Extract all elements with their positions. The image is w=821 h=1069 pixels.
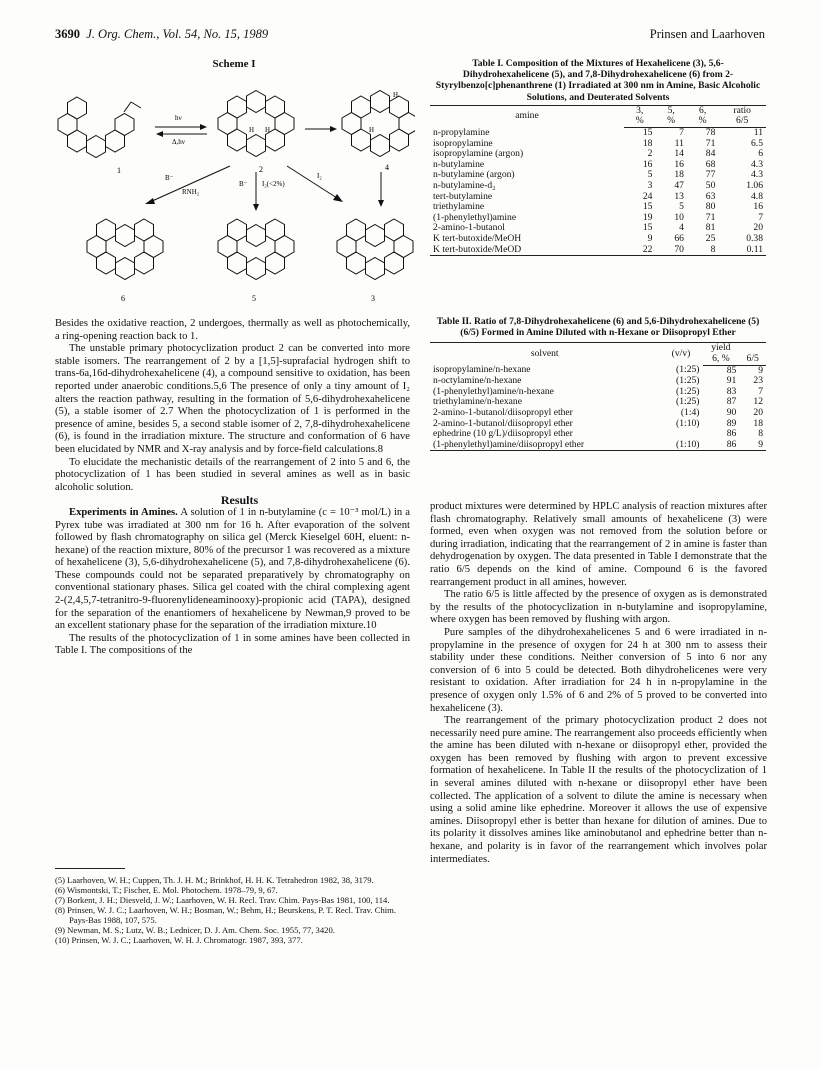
table-cell: isopropylamine [433, 137, 493, 149]
table-cell: 83 [726, 385, 737, 397]
table-cell: (1:25) [676, 385, 700, 397]
table-cell: 4 [679, 222, 684, 234]
table-cell: 9 [739, 440, 766, 451]
table-cell: n-propylamine [433, 126, 490, 138]
table-cell: 15 [642, 127, 653, 138]
section-title-results: Results [220, 493, 259, 508]
table-cell: 91 [726, 375, 737, 387]
structure-3 [337, 219, 413, 280]
table-cell: 81 [705, 222, 716, 234]
paragraph: The rearrangement of the primary photocyclization product 2 does not necessarily need pure amine. The rearrangement also proceeds efficiently when the amine has been diluted with n-hexane or diisopropyl ether, provided the oxygen has been removed by flushing with argon to prevent excessive formation of hexahelicene. In Table II the results of the photocyclization of 1 in several amines diluted with n-hexane or diisopropyl ether have been collected. The application of a solvent to dilute the amine is necessary when using a solid amine like ephedrine. Moreover it allows the use of expensive amines. Diisopropyl ether is better than hexane for dilution of amines. Due to its polarity it dissolves amines like aminobutanol and ephedrine better than n-hexane, and polarity is in favor of the rearrangement which involves polar intermediates. [430, 715, 767, 865]
table-cell: 20 [753, 222, 763, 234]
table-cell: isopropylamine (argon) [433, 148, 524, 160]
table-cell: 4.8 [751, 190, 763, 202]
paragraph: To elucidate the mechanistic details of the rearrangement of 2 into 5 and 6, the photocyclization of 1 has been studied in several amines as well as in basic alcoholic solution. [55, 456, 410, 493]
table-cell: 14 [674, 148, 684, 160]
table-cell: isopropylamine/n-hexane [433, 364, 531, 376]
table-cell: 19 [642, 211, 653, 223]
table-cell: n-octylamine/n-hexane [433, 375, 522, 387]
label-rnh2: RNH₂ [182, 188, 200, 196]
table-cell: 4.3 [751, 158, 763, 170]
table-cell: (1:4) [680, 406, 700, 418]
table-cell: 8 [687, 245, 718, 256]
table-cell: 18 [674, 169, 684, 181]
table-cell: (1-phenylethyl)amine [433, 211, 517, 223]
paragraph: The unstable primary photocyclization product 2 can be converted into more stable isomers. The rearrangement of 2 by a [1,5]-suprafacial hydrogen shift to trans-6a,16d-dihydrohexahelicene (4), a compound sensitive to oxidation, has been reported under anaerobic conditions.5,6 The presence of only a tiny amount of I₂ alters the reaction pathway, resulting in the formation of 5,6-dihydrohexahelicene (5), a stable isomer of 2.7 When the photocyclization of 1 is performed in the presence of amine, besides 5, a second stable isomer of 2, 7,8-dihydrohexahelicene (6), is found in the irradiation mixture. The structure and conformation of 6 have been elucidated by NMR and X-ray analysis and by force-field calculations.8 [55, 343, 410, 455]
compound-label-6: 6 [121, 294, 125, 302]
table-header: yield [703, 343, 740, 354]
table-cell: 50 [705, 179, 716, 191]
table-cell: triethylamine/n-hexane [433, 396, 522, 408]
table-cell: 86 [726, 428, 737, 440]
run-in-heading: Experiments in Amines. [69, 506, 178, 518]
table-cell: K tert-butoxide/MeOD [430, 245, 624, 256]
table-cell: 8 [758, 428, 763, 440]
table-header: 6/5 [739, 354, 766, 365]
table-2 [430, 316, 766, 451]
label-h-b: H [265, 126, 271, 134]
references [55, 875, 410, 945]
table-cell: 6.5 [751, 137, 763, 149]
table-row [430, 234, 766, 245]
table-header: ratio [718, 105, 766, 116]
table-2-grid [430, 342, 766, 451]
table-cell: 63 [705, 190, 716, 202]
arrow-2-to-3 [287, 166, 337, 198]
table-cell: 24 [642, 190, 653, 202]
reference-item: (7) Borkent, J. H.; Diesveld, J. W.; Laarhoven, W. H. Recl. Trav. Chim. Pays-Bas 1981, 100, 114. [55, 895, 390, 905]
table-cell: 16 [642, 158, 653, 170]
reference-item: (5) Laarhoven, W. H.; Cuppen, Th. J. H. M.; Brinkhof, H. H. K. Tetrahedron 1982, 38, 3179. [55, 875, 374, 885]
table-cell: 9 [758, 364, 763, 376]
table-cell: 23 [753, 375, 763, 387]
table-cell: 85 [726, 364, 737, 376]
label-bminus-2: B⁻ [239, 180, 248, 188]
table-cell: 22 [624, 245, 655, 256]
table-2-caption: Table II. Ratio of 7,8-Dihydrohexahelicene (6) and 5,6-Dihydrohexahelicene (5) (6/5) Formed in Amine Diluted with n-Hexane or Diisopropyl Ether [436, 316, 760, 339]
structure-4 [342, 91, 415, 157]
table-cell: n-butylamine [433, 158, 485, 170]
table-cell: 2 [647, 148, 653, 160]
table-cell: 15 [642, 201, 653, 213]
table-cell: 12 [753, 396, 763, 408]
paragraph: product mixtures were determined by HPLC analysis of reaction mixtures after flash chromatography. Relatively small amounts of hexahelicene (3) were formed, even when oxygen was not removed from the solution before or during irradiation, indicating that the rearrangement of 2 in amine is faster than dehydrogenation by oxygen. The data presented in Table I demonstrate that the ratio 6/5 depends on the kind of amine. Compound 6 is the favored rearrangement product in all amines, however. [430, 501, 767, 588]
label-h-d: H [369, 126, 375, 134]
label-bminus-1: B⁻ [165, 174, 174, 182]
table-cell: 25 [705, 232, 716, 244]
table-cell: 3 [647, 179, 653, 191]
reference-item: (10) Prinsen, W. J. C.; Laarhoven, W. H. J. Chromatogr. 1987, 393, 377. [55, 935, 303, 945]
table-header: (v/v) [659, 343, 702, 365]
table-2-body [430, 365, 766, 451]
table-cell: 7 [758, 385, 763, 397]
table-cell: 71 [705, 211, 716, 223]
table-cell: (1:25) [676, 375, 700, 387]
reference-item: (8) Prinsen, W. J. C.; Laarhoven, W. H.; Bosman, W.; Behm, H.; Beurskens, P. T. Recl. Trav. Chim. Pays-Bas 1988, 107, 575. [55, 905, 396, 925]
table-cell: 18 [753, 417, 763, 429]
label-i2: I₂ [317, 172, 322, 180]
table-header: 3, [624, 105, 655, 116]
table-cell: 18 [642, 137, 653, 149]
table-1 [430, 58, 766, 256]
table-cell: 5 [647, 169, 653, 181]
table-cell: 4.3 [751, 169, 763, 181]
structure-5 [218, 219, 294, 280]
table-cell: 16 [674, 158, 684, 170]
table-header: % [655, 116, 686, 127]
table-header: solvent [430, 343, 659, 365]
table-cell: 89 [726, 417, 737, 429]
structure-2 [218, 91, 294, 157]
table-cell: 7 [758, 211, 763, 223]
table-cell: 11 [753, 127, 763, 138]
table-cell: 77 [705, 169, 716, 181]
journal-citation: J. Org. Chem., Vol. 54, No. 15, 1989 [86, 27, 269, 41]
table-header: 5, [655, 105, 686, 116]
table-cell: 6 [758, 148, 763, 160]
table-cell: 15 [642, 222, 653, 234]
table-cell: (1:10) [659, 440, 702, 451]
right-column [430, 501, 767, 866]
table-cell: 87 [726, 396, 737, 408]
left-column [55, 318, 410, 658]
paragraph: Pure samples of the dihydrohexahelicenes 5 and 6 were irradiated in n-propylamine in the presence of oxygen for 24 h at 300 nm to assess their stability under these conditions. Neither conversion of 5 into 6 nor any conversion of 6 into 5 could be detected. Both dihydrohelicenes were very resistant to oxidation. After irradiation for 24 h in n-propylamine in the presence of oxygen only 1.5% of 6 and 2% of 5 proved to be converted into hexahelicene (3). [430, 626, 767, 714]
table-cell: 1.06 [746, 179, 763, 191]
table-cell: triethylamine [433, 201, 485, 213]
compound-label-5: 5 [252, 294, 256, 302]
compound-label-1: 1 [117, 166, 121, 175]
scheme-diagram [55, 72, 415, 302]
label-delta-hv: Δ,hν [172, 138, 185, 146]
table-cell: 78 [705, 127, 716, 138]
compound-label-2: 2 [259, 165, 263, 174]
table-header: 6, % [703, 354, 740, 365]
paragraph-text: A solution of 1 in n-butylamine (c = 10⁻³ mol/L) in a Pyrex tube was irradiated at 300 nm for 16 h. After evaporation of the solvent followed by flash chromatography on silica gel (Merck Kieselgel 60H, eluent: n-hexane) of the reaction mixture, 80% of the precursor 1 was recovered as a mixture of hexahelicene (3), 5,6-dihydrohexahelicene (5), and 7,8-dihydrohexahelicene (6). These compounds could not be separated preparatively by chromatography on conventional stationary phases. Silica gel coated with the chiral complexing agent 2-(2,4,5,7-tetranitro-9-fluorenylideneaminooxy)-propionic acid (TAPA), designed for the separation of the enantiomers of hexahelicene by Newman,9 proved to be an excellent stationary phase for the separation of the irradiation mixture.10 [55, 506, 410, 632]
table-1-caption: Table I. Composition of the Mixtures of Hexahelicene (3), 5,6-Dihydrohexahelicene (5), and 7,8-Dihydrohexahelicene (6) from 2-Styrylbenzo[c]phenanthrene (1) Irradiated at 300 nm in Amine, Basic Alcoholic Solutions, and Deuterated Solvents [435, 58, 761, 103]
table-cell: 16 [753, 201, 763, 213]
paragraph: Besides the oxidative reaction, 2 undergoes, thermally as well as photochemically, a ring-opening reaction back to 1. [55, 318, 410, 342]
compound-label-4: 4 [385, 163, 389, 172]
structure-1 [58, 97, 141, 158]
paragraph [55, 507, 410, 633]
table-cell: 2-amino-1-butanol/diisopropyl ether [433, 406, 573, 418]
table-cell: 9 [647, 232, 653, 244]
table-cell: (1:25) [676, 396, 700, 408]
label-h-c: H [393, 91, 399, 99]
table-cell: (1-phenylethyl)amine/diisopropyl ether [430, 440, 659, 451]
table-row [430, 408, 766, 419]
table-cell: (1-phenylethyl)amine/n-hexane [433, 385, 554, 397]
footnote-rule [55, 868, 125, 869]
table-row [430, 245, 766, 256]
running-authors: Prinsen and Laarhoven [649, 27, 765, 41]
paragraph: The results of the photocyclization of 1 in some amines have been collected in Table I. The compositions of the [55, 632, 410, 657]
table-cell: 2-amino-1-butanol [433, 222, 505, 234]
table-cell: tert-butylamine [433, 190, 493, 202]
table-cell: 86 [703, 440, 740, 451]
reference-item: (9) Newman, M. S.; Lutz, W. B.; Lednicer, D. J. Am. Chem. Soc. 1955, 77, 3420. [55, 925, 335, 935]
table-header: % [687, 116, 718, 127]
table-row [430, 181, 766, 192]
table-cell: n-butylamine (argon) [433, 169, 515, 181]
table-cell: (1:10) [676, 417, 700, 429]
page-header-left [55, 27, 268, 42]
page-number: 3690 [55, 27, 80, 41]
table-cell: 11 [674, 137, 684, 149]
table-row [430, 440, 766, 451]
table-cell: 47 [674, 179, 684, 191]
structure-6 [87, 219, 163, 280]
table-cell: 90 [726, 406, 737, 418]
table-header: % [624, 116, 655, 127]
table-row [430, 128, 766, 139]
table-cell: 13 [674, 190, 684, 202]
table-cell: n-butylamine-d₂ [433, 179, 496, 191]
table-cell: 70 [655, 245, 686, 256]
table-cell: 84 [705, 148, 716, 160]
paragraph: The ratio 6/5 is little affected by the presence of oxygen as is demonstrated by the results of the photocyclization in n-butylamine and isopropylamine, where oxygen has been removed by flushing with argon. [430, 589, 767, 626]
table-cell: 7 [679, 127, 684, 138]
table-cell: ephedrine (10 g/L)/diisopropyl ether [433, 428, 573, 440]
table-cell: 80 [705, 201, 716, 213]
compound-label-3: 3 [371, 294, 375, 302]
table-cell: 2-amino-1-butanol/diisopropyl ether [433, 417, 573, 429]
reference-item: (6) Wismontski, T.; Fischer, E. Mol. Photochem. 1978–79, 9, 67. [55, 885, 278, 895]
label-i2-small: I₂(<2%) [262, 180, 285, 188]
table-cell: 5 [679, 201, 684, 213]
table-1-grid [430, 105, 766, 256]
label-hv: hν [175, 114, 182, 122]
table-cell: 68 [705, 158, 716, 170]
scheme-title: Scheme I [212, 58, 256, 70]
table-cell: 0.38 [746, 232, 763, 244]
label-h-a: H [249, 126, 255, 134]
table-cell: 71 [705, 137, 716, 149]
table-header: amine [430, 105, 624, 127]
table-header: 6/5 [718, 116, 766, 127]
table-cell: (1:25) [676, 364, 700, 376]
table-cell: 66 [674, 232, 684, 244]
table-cell: 20 [753, 406, 763, 418]
arrow-to-6 [150, 166, 230, 202]
table-header: 6, [687, 105, 718, 116]
table-cell: 0.11 [718, 245, 766, 256]
table-1-body [430, 128, 766, 256]
table-cell: 10 [674, 211, 684, 223]
table-cell: K tert-butoxide/MeOH [433, 232, 522, 244]
